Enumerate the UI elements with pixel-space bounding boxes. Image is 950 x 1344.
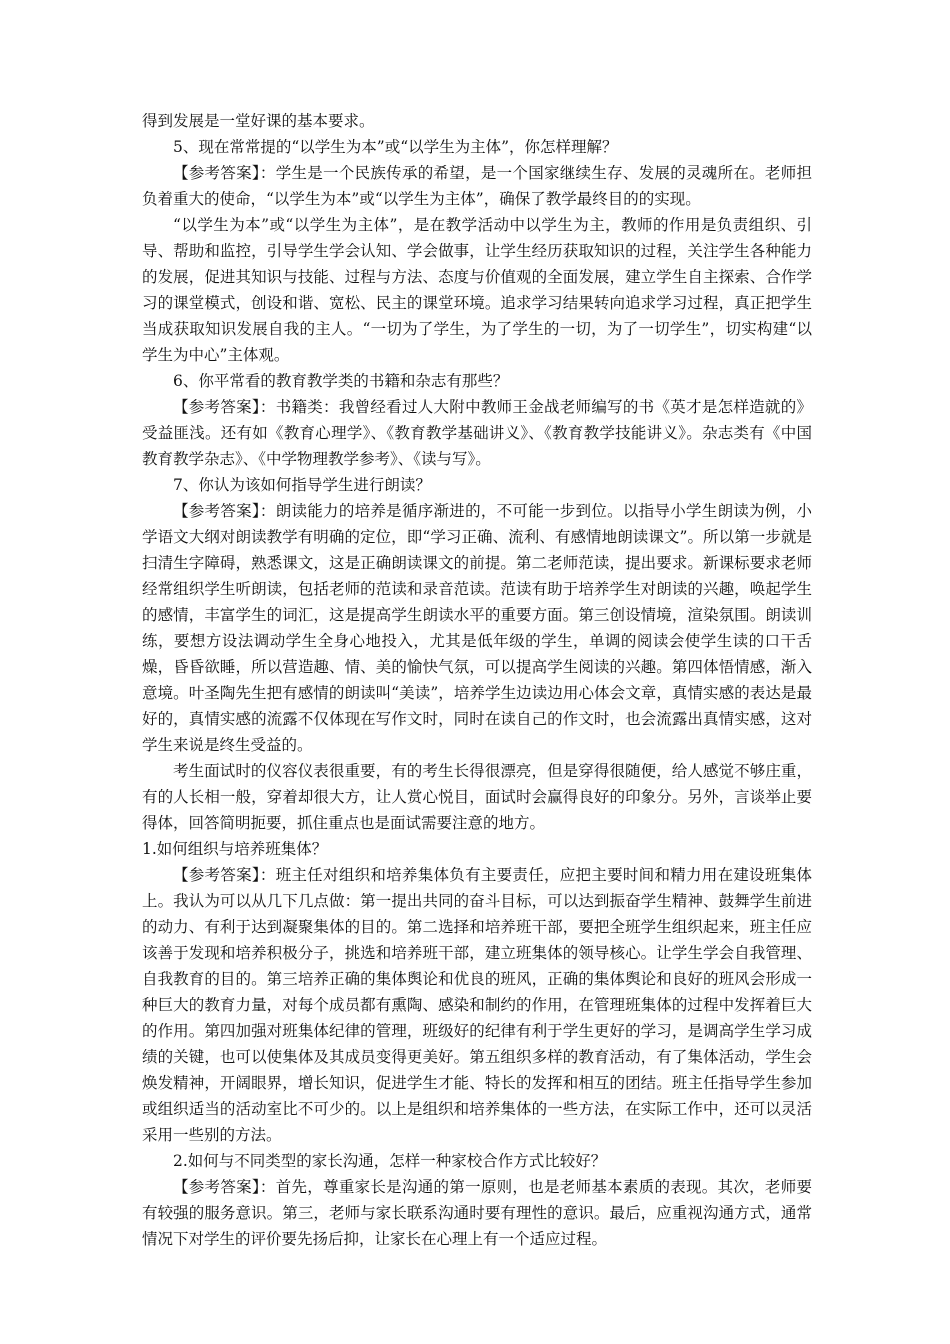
question-heading: 1.如何组织与培养班集体？ (142, 840, 328, 858)
paragraph: “以学生为本”或“以学生为主体”，是在教学活动中以学生为主，教师的作用是负责组织、引导、帮助和监控，引导学生学会认知、学会做事，让学生经历获取知识的过程，关注学生各种能力的发展，促进其知识与技能、过程与方法、态度与价值观的全面发展，建立学生自主探索、合作学习的课堂模式，创设和谐、宽松、民主的课堂环境。追求学习结果转向追求学习过程，真正把学生当成获取知识发展自我的主人。“一切为了学生，为了学生的一切，为了一切学生”，切实构建“以学生为中心”主体观。 (142, 216, 812, 364)
answer-paragraph: 【参考答案】：学生是一个民族传承的希望，是一个国家继续生存、发展的灵魂所在。老师担负着重大的使命，“以学生为本”或“以学生为主体”，确保了教学最终目的的实现。 (142, 164, 812, 208)
answer-paragraph: 【参考答案】：班主任对组织和培养集体负有主要责任，应把主要时间和精力用在建设班集体上。我认为可以从几下几点做：第一提出共同的奋斗目标，可以达到振奋学生精神、鼓舞学生前进的动力、有利于达到凝聚集体的目的。第二选择和培养班干部，要把全班学生组织起来，班主任应该善于发现和培养积极分子，挑选和培养班干部，建立班集体的领导核心。让学生学会自我管理、自我教育的目的。第三培养正确的集体舆论和优良的班风，正确的集体舆论和良好的班风会形成一种巨大的教育力量，对每个成员都有熏陶、感染和制约的作用，在管理班集体的过程中发挥着巨大的作用。第四加强对班集体纪律的管理，班级好的纪律有利于学生更好的学习，是调高学生学习成绩的关键，也可以使集体及其成员变得更美好。第五组织多样的教育活动，有了集体活动，学生会焕发精神，开阔眼界，增长知识，促进学生才能、特长的发挥和相互的团结。班主任指导学生参加或组织适当的活动室比不可少的。以上是组织和培养集体的一些方法，在实际工作中，还可以灵活采用一些别的方法。 (142, 866, 812, 1144)
paragraph: 考生面试时的仪容仪表很重要，有的考生长得很漂亮，但是穿得很随便，给人感觉不够庄重，有的人长相一般，穿着却很大方，让人赏心悦目，面试时会赢得良好的印象分。另外，言谈举止要得体，回答简明扼要，抓住重点也是面试需要注意的地方。 (142, 762, 812, 832)
paragraph: 得到发展是一堂好课的基本要求。 (142, 112, 375, 130)
question-heading: 7、你认为该如何指导学生进行朗读？ (173, 476, 431, 494)
answer-paragraph: 【参考答案】：书籍类：我曾经看过人大附中教师王金战老师编写的书《英才是怎样造就的》受益匪浅。还有如《教育心理学》、《教育教学基础讲义》、《教育教学技能讲义》。杂志类有《中国教育教学杂志》、《中学物理教学参考》、《读与写》。 (142, 398, 812, 468)
document-body (142, 108, 812, 1252)
question-heading: 2.如何与不同类型的家长沟通，怎样一种家校合作方式比较好？ (173, 1152, 607, 1170)
question-heading: 6、你平常看的教育教学类的书籍和杂志有那些？ (173, 372, 509, 390)
question-heading: 5、现在常常提的“以学生为本”或“以学生为主体”，你怎样理解？ (173, 138, 618, 156)
answer-paragraph: 【参考答案】：朗读能力的培养是循序渐进的，不可能一步到位。以指导小学生朗读为例，小学语文大纲对朗读教学有明确的定位，即“学习正确、流利、有感情地朗读课文”。所以第一步就是扫清生字障碍，熟悉课文，这是正确朗读课文的前提。第二老师范读，提出要求。新课标要求老师经常组织学生听朗读，包括老师的范读和录音范读。范读有助于培养学生对朗读的兴趣，唤起学生的感情，丰富学生的词汇，这是提高学生朗读水平的重要方面。第三创设情境，渲染氛围。朗读训练，要想方设法调动学生全身心地投入，尤其是低年级的学生，单调的阅读会使学生读的口干舌燥，昏昏欲睡，所以营造趣、情、美的愉快气氛，可以提高学生阅读的兴趣。第四体悟情感，渐入意境。叶圣陶先生把有感情的朗读叫“美读”，培养学生边读边用心体会文章，真情实感的表达是最好的，真情实感的流露不仅体现在写作文时，同时在读自己的作文时，也会流露出真情实感，这对学生来说是终生受益的。 (142, 502, 812, 754)
answer-paragraph: 【参考答案】：首先，尊重家长是沟通的第一原则，也是老师基本素质的表现。其次，老师要有较强的服务意识。第三，老师与家长联系沟通时要有理性的意识。最后，应重视沟通方式，通常情况下对学生的评价要先扬后抑，让家长在心理上有一个适应过程。 (142, 1178, 812, 1248)
